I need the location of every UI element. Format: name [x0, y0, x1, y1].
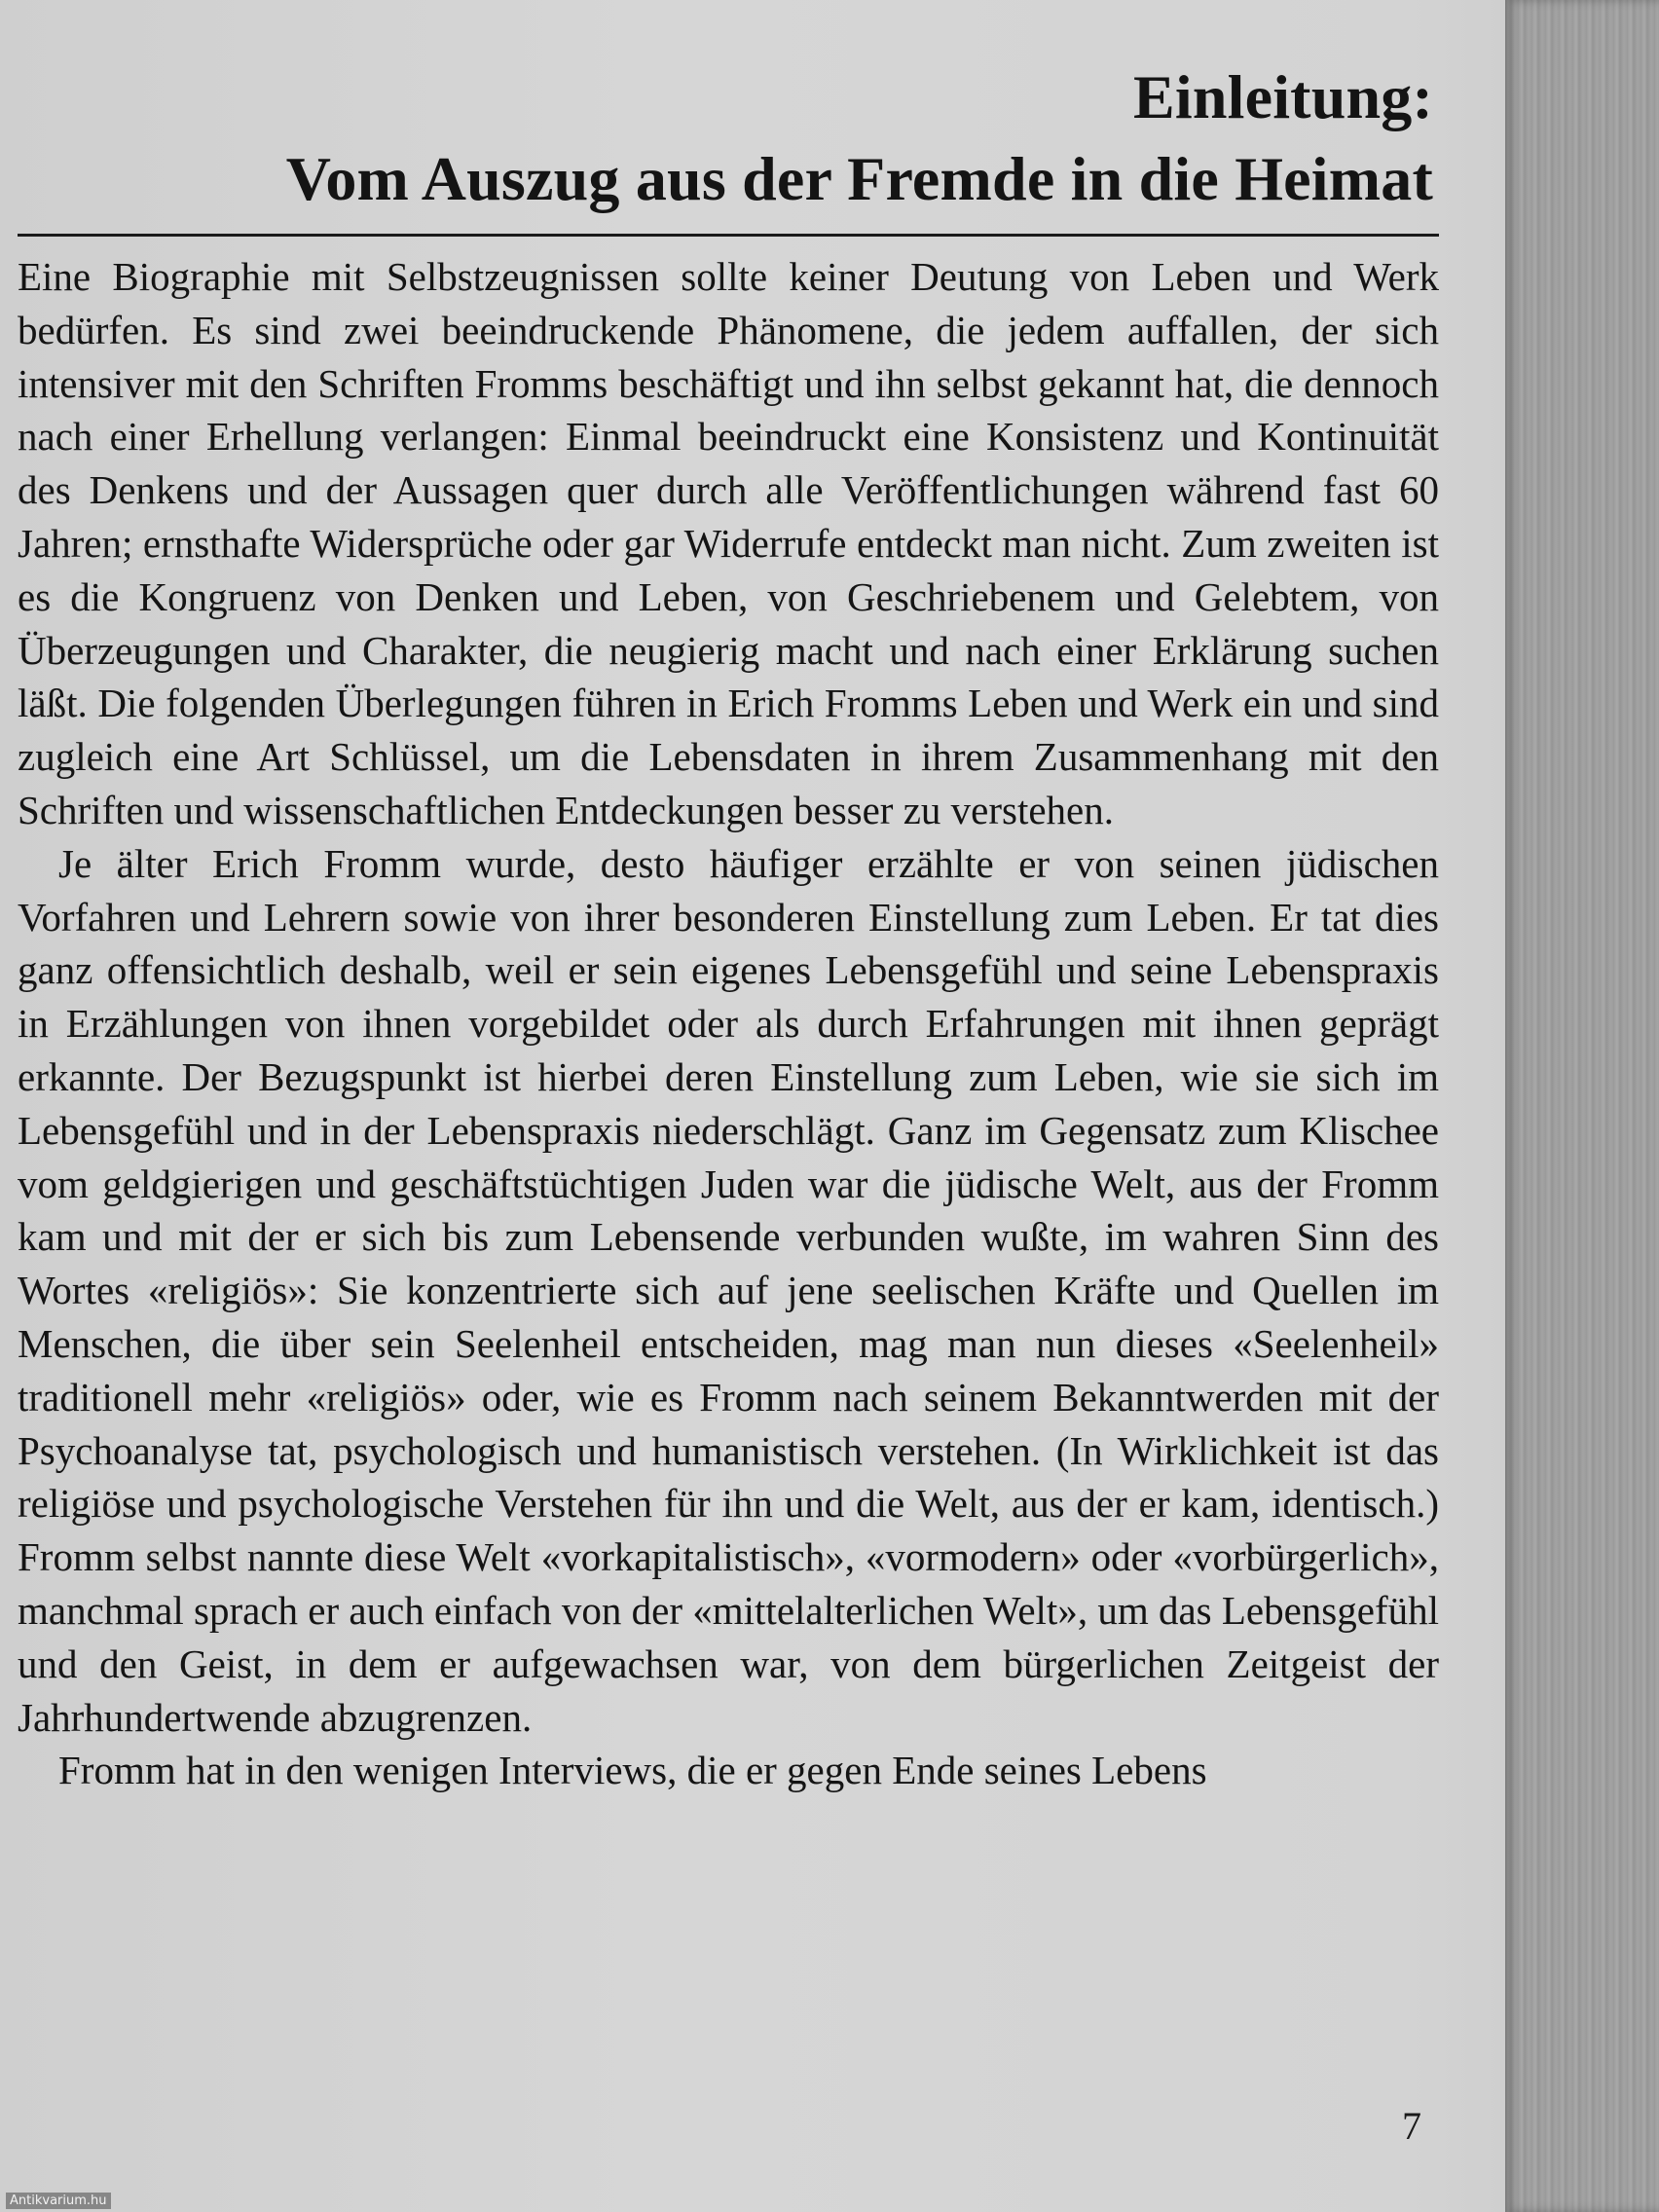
- watermark: Antikvarium.hu: [6, 2193, 111, 2209]
- heading-divider: [18, 234, 1439, 237]
- chapter-heading-line-2: Vom Auszug aus der Fremde in die Heimat: [285, 144, 1433, 213]
- paragraph-3: Fromm hat in den wenigen Interviews, die er gegen Ende seines Lebens: [58, 1748, 1207, 1793]
- paragraph-1: Eine Biographie mit Selbstzeugnissen sollte keiner Deutung von Leben und Werk bedürfen. Es sind zwei beeindruckende Phänomene, die jedem auffallen, der sich intensiver mit den Schriften Fromms beschäftigt und ihn selbst gekannt hat, die dennoch nach einer Erhellung verlangen: Einmal beeindruckt eine Konsistenz und Kontinuität des Denkens und der Aussagen quer durch alle Veröffentlichungen während fast 60 Jahren; ernsthafte Widersprüche oder gar Widerrufe entdeckt man nicht. Zum zweiten ist es die Kongruenz von Denken und Leben, von Geschriebenem und Gelebtem, von Überzeugungen und Charakter, die neugierig macht und nach einer Erklärung suchen läßt. Die folgenden Überlegungen führen in Erich Fromms Leben und Werk ein und sind zugleich eine Art Schlüssel, um die Lebensdaten in ihrem Zusammenhang mit den Schriften und wissenschaftlichen Entdeckungen besser zu verstehen.: [18, 254, 1439, 832]
- chapter-heading-line-1: Einleitung:: [1132, 62, 1433, 131]
- paragraph-2: Je älter Erich Fromm wurde, desto häufiger erzählte er von seinen jüdischen Vorfahren und Lehrern sowie von ihrer besonderen Einstellung zum Leben. Er tat dies ganz offensichtlich deshalb, weil er sein eigenes Lebensgefühl und seine Lebenspraxis in Erzählungen von ihnen vorgebildet oder als durch Erfahrungen mit ihnen geprägt erkannte. Der Bezugspunkt ist hierbei deren Einstellung zum Leben, wie sie sich im Lebensgefühl und in der Lebenspraxis niederschlägt. Ganz im Gegensatz zum Klischee vom geldgierigen und geschäftstüchtigen Juden war die jüdische Welt, aus der Fromm kam und mit der er sich bis zum Lebensende verbunden wußte, im wahren Sinn des Wortes «religiös»: Sie konzentrierte sich auf jene seelischen Kräfte und Quellen im Menschen, die über sein Seelenheil entscheiden, mag man nun dieses «Seelenheil» traditionell mehr «religiös» oder, wie es Fromm nach seinem Bekanntwerden mit der Psychoanalyse tat, psychologisch und humanistisch verstehen. (In Wirklichkeit ist das religiöse und psychologische Verstehen für ihn und die Welt, aus der er kam, identisch.) Fromm selbst nannte diese Welt «vorkapitalistisch», «vormodern» oder «vorbürgerlich», manchmal sprach er auch einfach von der «mittelalterlichen Welt», um das Lebensgefühl und den Geist, in dem er aufgewachsen war, von dem bürgerlichen Zeitgeist der Jahrhundertwende abzugrenzen.: [18, 840, 1440, 1740]
- chapter-heading: [18, 56, 1439, 220]
- page-number: 7: [1402, 2104, 1421, 2148]
- body-text: [18, 250, 1439, 1797]
- page-content: [18, 56, 1439, 1797]
- book-page-edge: [1505, 0, 1659, 2212]
